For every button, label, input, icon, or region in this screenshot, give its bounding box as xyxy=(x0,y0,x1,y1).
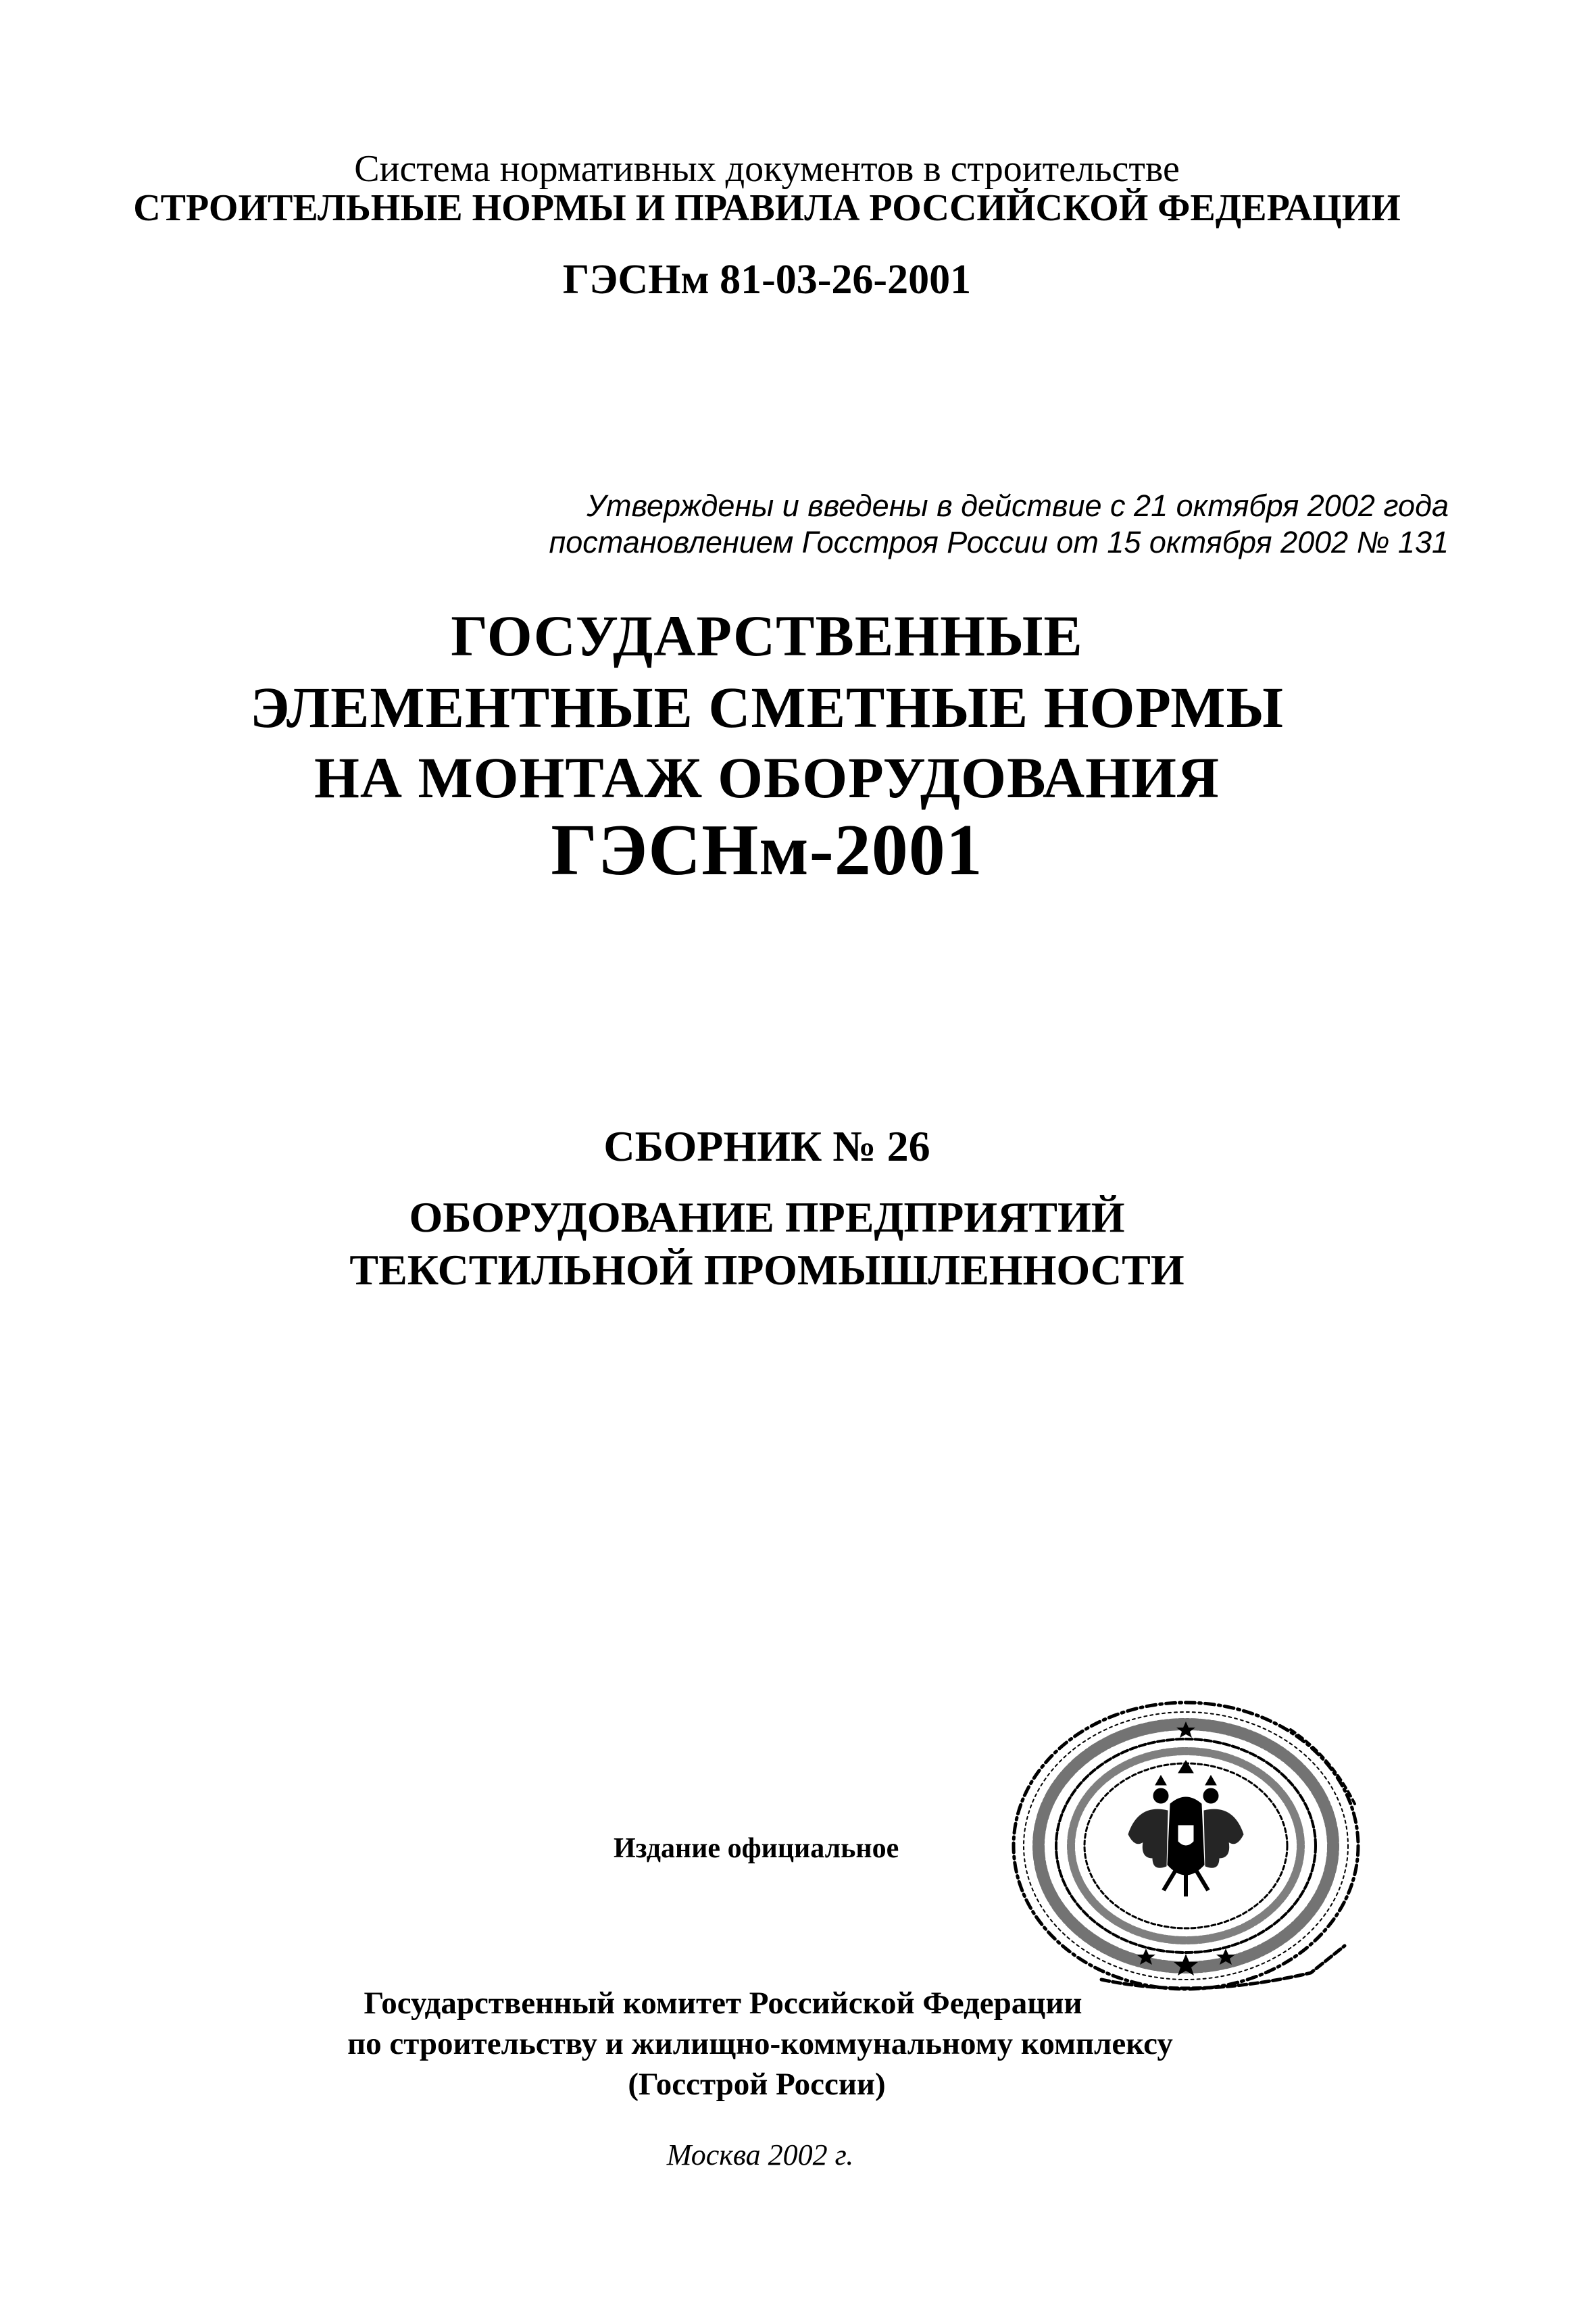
publisher-line-2: по строительству и жилищно-коммунальному комплексу xyxy=(347,2026,1173,2061)
title-line-3: НА МОНТАЖ ОБОРУДОВАНИЯ xyxy=(314,745,1220,810)
collection-name-line-1: ОБОРУДОВАНИЕ ПРЕДПРИЯТИЙ xyxy=(409,1193,1125,1241)
title-line-4: ГЭСНм-2001 xyxy=(551,810,983,890)
edition-label: Издание официальное xyxy=(614,1833,899,1864)
title-line-2: ЭЛЕМЕНТНЫЕ СМЕТНЫЕ НОРМЫ xyxy=(250,675,1284,740)
header-system-line: Система нормативных документов в строительстве xyxy=(354,148,1180,190)
collection-number: СБОРНИК № 26 xyxy=(603,1122,930,1170)
approval-line-1: Утверждены и введены в действие с 21 октября 2002 года xyxy=(587,488,1449,523)
header-snip-line: СТРОИТЕЛЬНЫЕ НОРМЫ И ПРАВИЛА РОССИЙСКОЙ ФЕДЕРАЦИИ xyxy=(133,187,1401,229)
official-seal-icon xyxy=(993,1689,1372,2000)
collection-name-line-2: ТЕКСТИЛЬНОЙ ПРОМЫШЛЕННОСТИ xyxy=(349,1246,1184,1294)
city-year: Москва 2002 г. xyxy=(666,2138,854,2171)
title-line-1: ГОСУДАРСТВЕННЫЕ xyxy=(451,603,1083,668)
publisher-line-3: (Госстрой России) xyxy=(628,2067,886,2102)
publisher-line-1: Государственный комитет Российской Федерации xyxy=(364,1986,1082,2021)
document-code: ГЭСНм 81-03-26-2001 xyxy=(562,257,972,303)
approval-line-2: постановлением Госстроя России от 15 октября 2002 № 131 xyxy=(549,525,1449,559)
